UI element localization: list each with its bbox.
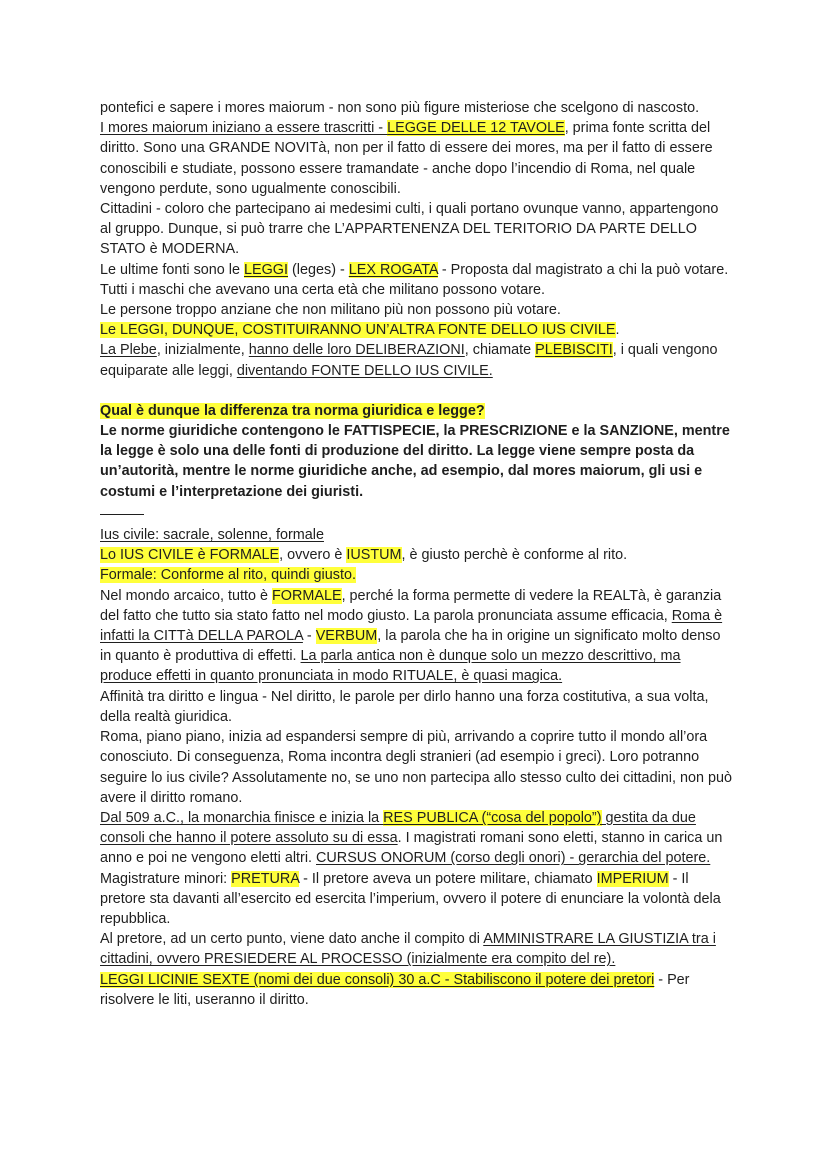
text: , ovvero è	[279, 547, 347, 564]
text: , i quali vengono equiparate alle leggi,	[100, 342, 718, 379]
highlight-leggi-fonte: Le LEGGI, DUNQUE, COSTITUIRANNO UN’ALTRA FONTE DELLO IUS CIVILE	[100, 322, 616, 339]
text: , perché la forma permette di vedere la REALTà, è garanzia del fatto che tutto sia stato fatto nel modo giusto. La parola pronunciata assume efficacia,	[100, 587, 722, 624]
text: , prima fonte scritta del diritto. Sono una GRANDE NOVITà, non per il fatto di essere dei mores, ma per il fatto di essere conoscibili e studiate, possono essere tramandate - anche dopo l’incendio di Roma, nel quale vengono perdute, sono ugualmente conoscibili.	[100, 120, 713, 197]
text: Le ultime fonti sono le	[100, 261, 244, 278]
text: - Il pretore aveva un potere militare, chiamato	[299, 870, 597, 887]
highlight-iustum: IUSTUM	[346, 547, 402, 564]
underlined-text: diventando FONTE DELLO IUS CIVILE.	[236, 362, 493, 379]
text: (leges) -	[288, 261, 349, 278]
paragraph-leggi-licinie	[100, 970, 732, 1010]
paragraph-amministrare	[100, 929, 732, 969]
paragraph-mores-maiorum	[100, 118, 732, 199]
underlined-text: La Plebe	[100, 342, 157, 359]
text: - Per risolvere le liti, useranno il diritto.	[100, 971, 690, 1008]
spacer	[100, 381, 732, 401]
text: Nel mondo arcaico, tutto è	[100, 587, 272, 604]
text: , inizialmente,	[156, 342, 249, 359]
text: .	[615, 322, 620, 339]
paragraph-res-publica	[100, 808, 732, 869]
highlight-leggi-licinie: LEGGI LICINIE SEXTE (nomi dei due consoli) 30 a.C - Stabiliscono il potere dei pretori	[100, 971, 655, 988]
text: , è giusto perchè è conforme al rito.	[401, 547, 628, 564]
highlight-imperium: IMPERIUM	[596, 870, 669, 887]
ius-civile-title: Ius civile: sacrale, solenne, formale	[100, 527, 324, 544]
highlight-ius-formale: Lo IUS CIVILE è FORMALE	[100, 547, 280, 564]
underlined-text: gestita da due consoli che hanno il potere assoluto su di essa	[100, 809, 696, 847]
underlined-text: Roma è infatti la CITTà DELLA PAROLA	[100, 607, 723, 645]
question-answer: Le norme giuridiche contengono le FATTISPECIE, la PRESCRIZIONE e la SANZIONE, mentre la legge è solo una delle fonti di produzione del diritto. La legge viene sempre posta da un’autorità, mentre le norme giuridiche anche, ad esempio, dal mores maiorum, gli usi e costumi e l’interpretazione dei giuristi.	[100, 423, 730, 500]
paragraph-affinita: Affinità tra diritto e lingua - Nel diritto, le parole per dirlo hanno una forza costitutiva, a sua volta, della realtà giuridica.	[100, 688, 709, 725]
paragraph-plebe	[100, 340, 732, 380]
highlight-plebisciti: PLEBISCITI	[535, 342, 613, 359]
paragraph-magistrature	[100, 869, 732, 930]
highlight-leggi: LEGGI	[244, 261, 288, 278]
paragraph-leggi	[100, 260, 732, 300]
question-title	[100, 401, 732, 421]
underlined-text: I mores maiorum iniziano a essere trascritti -	[100, 120, 388, 137]
highlight-verbum: VERBUM	[315, 628, 378, 645]
highlight-formale-def: Formale: Conforme al rito, quindi giusto.	[100, 567, 356, 584]
paragraph-formale-def	[100, 565, 732, 585]
paragraph-roma-espansione: Roma, piano piano, inizia ad espandersi sempre di più, arrivando a coprire tutto il mondo all’ora conosciuto. Di conseguenza, Roma incontra degli stranieri (ad esempio i greci). Loro potranno seguire lo ius civile? Assolutamente no, se uno non partecipa allo stesso culto dei cittadini, non può avere il diritto romano.	[100, 729, 732, 806]
paragraph-leggi-fonte	[100, 320, 732, 340]
underlined-text: La parla antica non è dunque solo un mezzo descrittivo, ma produce effetti in quanto pronunciata in modo RITUALE, è quasi magica.	[100, 648, 681, 685]
text: , chiamate	[464, 342, 536, 359]
text: , la parola che ha in origine un significato molto denso in quanto è produttiva di effetti.	[100, 628, 721, 665]
paragraph-cittadini: Cittadini - coloro che partecipano ai medesimi culti, i quali portano ovunque vanno, appartengono al gruppo. Dunque, si può trarre che L’APPARTENENZA DEL TERITORIO DA PARTE DELLO STATO è MODERNA.	[100, 201, 719, 258]
paragraph-ius-formale	[100, 545, 732, 565]
text: Magistrature minori:	[100, 870, 232, 887]
separator-line	[100, 502, 732, 525]
paragraph-mondo-arcaico	[100, 586, 732, 687]
text: - Il pretore sta davanti all’esercito ed esercita l’imperium, ovvero il potere di enunciare la volontà dela repubblica.	[100, 870, 721, 927]
text: - Proposta dal magistrato a chi la può votare. Tutti i maschi che avevano una certa età che militano possono votare.	[100, 261, 729, 298]
highlight-formale: FORMALE	[271, 587, 342, 604]
text: . I magistrati romani sono eletti, stanno in carica un anno e poi ne vengono eletti altri.	[100, 830, 723, 867]
underlined-text: AMMINISTRARE LA GIUSTIZIA tra i cittadini, ovvero PRESIEDERE AL PROCESSO (inizialmente era compito del re).	[100, 931, 716, 968]
paragraph-persone-anziane: Le persone troppo anziane che non militano più non possono più votare.	[100, 302, 561, 319]
paragraph-pontefici: pontefici e sapere i mores maiorum - non sono più figure misteriose che scelgono di nascosto.	[100, 100, 700, 116]
highlight-legge-12-tavole: LEGGE DELLE 12 TAVOLE	[387, 120, 565, 137]
highlight-res-publica: RES PUBLICA (“cosa del popolo”)	[383, 809, 602, 826]
text: -	[302, 628, 316, 645]
underlined-text: hanno delle loro DELIBERAZIONI	[248, 342, 465, 359]
highlight-question: Qual è dunque la differenza tra norma giuridica e legge?	[100, 402, 485, 419]
highlight-lex-rogata: LEX ROGATA	[348, 261, 438, 278]
highlight-pretura: PRETURA	[231, 870, 300, 887]
underlined-text: Dal 509 a.C., la monarchia finisce e inizia la	[100, 809, 384, 826]
underlined-text: CURSUS ONORUM (corso degli onori) - gerarchia del potere.	[316, 850, 711, 867]
text: Al pretore, ad un certo punto, viene dato anche il compito di	[100, 931, 484, 948]
